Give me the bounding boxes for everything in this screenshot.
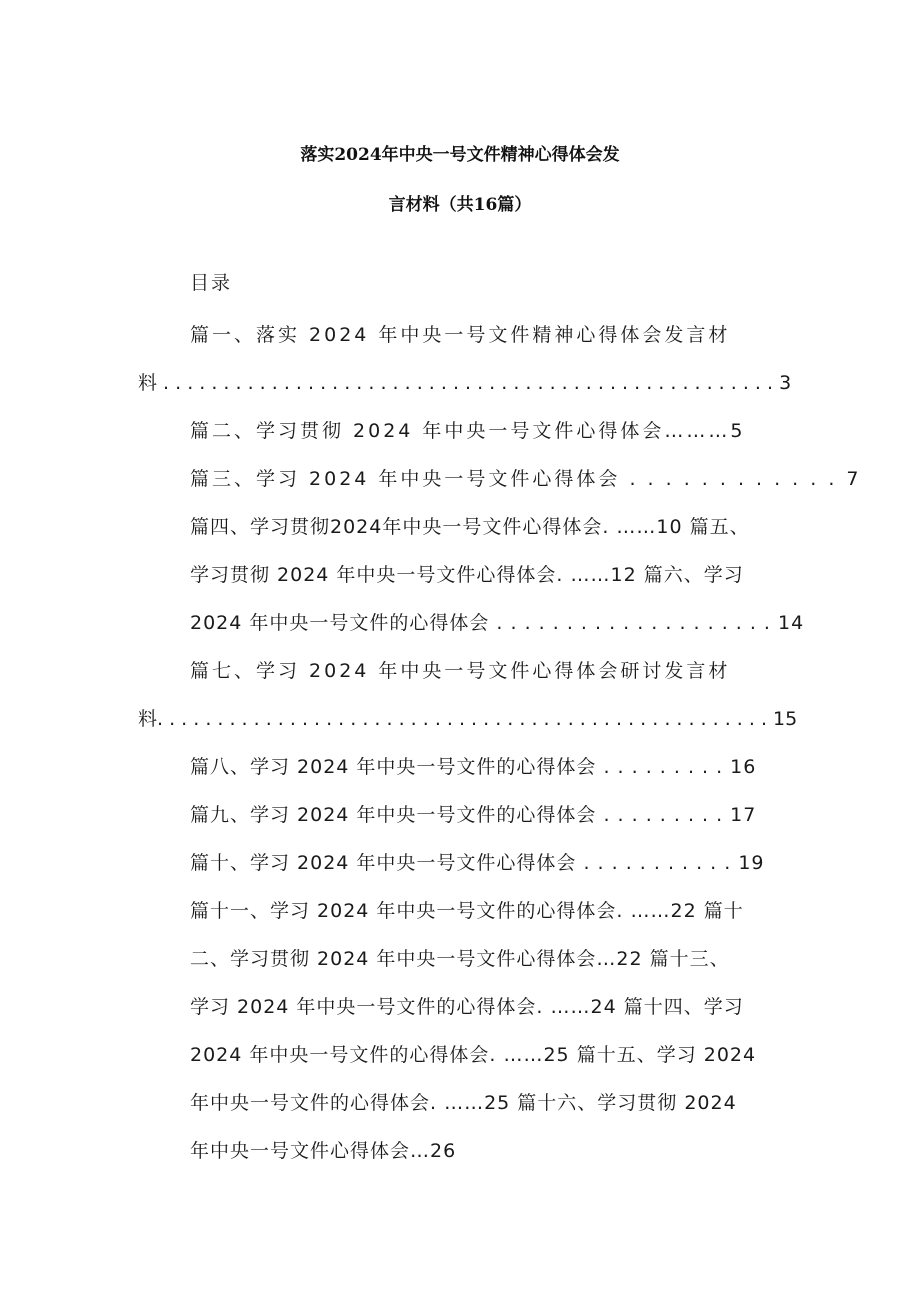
toc-heading: 目录 (190, 272, 233, 294)
toc-line: 年中央一号文件的心得体会. ……25 篇十六、学习贯彻 2024 (190, 1092, 737, 1114)
toc-line: 篇二、学习贯彻 2024 年中央一号文件心得体会………5 (190, 420, 746, 442)
toc-line: 篇十、学习 2024 年中央一号文件心得体会 . . . . . . . . . . . 19 (190, 852, 765, 874)
toc-line: 篇九、学习 2024 年中央一号文件的心得体会 . . . . . . . . . 17 (190, 804, 757, 826)
document-title-line-2: 言材料（共16篇） (388, 195, 532, 215)
toc-line: 篇四、学习贯彻2024年中央一号文件心得体会. ……10 篇五、 (190, 516, 750, 538)
toc-line: 篇八、学习 2024 年中央一号文件的心得体会 . . . . . . . . . 16 (190, 756, 757, 778)
toc-line: 二、学习贯彻 2024 年中央一号文件心得体会…22 篇十三、 (190, 948, 730, 970)
toc-line: 2024 年中央一号文件的心得体会 . . . . . . . . . . . . . . . . . . . . 14 (190, 612, 805, 634)
toc-line: 篇七、学习 2024 年中央一号文件心得体会研讨发言材 (190, 660, 731, 682)
toc-line: 学习贯彻 2024 年中央一号文件心得体会. ……12 篇六、学习 (190, 564, 744, 586)
toc-line: 篇一、落实 2024 年中央一号文件精神心得体会发言材 (190, 324, 731, 346)
toc-line: 学习 2024 年中央一号文件的心得体会. ……24 篇十四、学习 (190, 996, 744, 1018)
document-title-line-1: 落实2024年中央一号文件精神心得体会发 (300, 145, 620, 165)
toc-line: 篇三、学习 2024 年中央一号文件心得体会 . . . . . . . . . . . . 7 (190, 468, 862, 490)
toc-line: 2024 年中央一号文件的心得体会. ……25 篇十五、学习 2024 (190, 1044, 757, 1066)
toc-line: 年中央一号文件心得体会…26 (190, 1140, 457, 1162)
toc-line: 料. . . . . . . . . . . . . . . . . . . . . . . . . . . . . . . . . . . . . . . . . . . . . . . . . . . 15 (138, 708, 798, 730)
toc-line: 料 . . . . . . . . . . . . . . . . . . . . . . . . . . . . . . . . . . . . . . . . . . . . . . . . . . . 3 (138, 372, 792, 394)
toc-line: 篇十一、学习 2024 年中央一号文件的心得体会. ……22 篇十 (190, 900, 744, 922)
